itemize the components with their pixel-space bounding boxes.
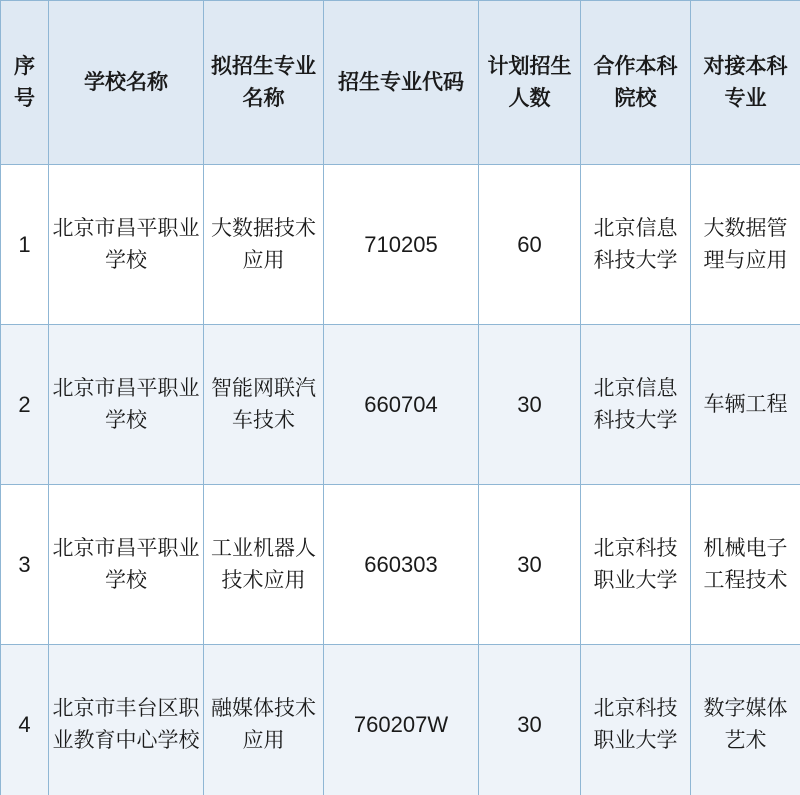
cell-index: 3 (1, 485, 49, 645)
column-header-partner-university: 合作本科院校 (581, 1, 691, 165)
cell-school: 北京市昌平职业学校 (49, 325, 204, 485)
table-header (1, 1, 800, 165)
table-row (1, 645, 800, 795)
table-row (1, 485, 800, 645)
cell-major-code: 660303 (324, 485, 479, 645)
cell-index: 2 (1, 325, 49, 485)
cell-major-code: 760207W (324, 645, 479, 795)
column-header-linked-undergrad-major: 对接本科专业 (691, 1, 800, 165)
column-header-major-code: 招生专业代码 (324, 1, 479, 165)
cell-major: 融媒体技术应用 (204, 645, 324, 795)
cell-linked-undergrad-major: 数字媒体艺术 (691, 645, 800, 795)
cell-school: 北京市昌平职业学校 (49, 485, 204, 645)
cell-school: 北京市昌平职业学校 (49, 165, 204, 325)
column-header-major: 拟招生专业名称 (204, 1, 324, 165)
cell-plan-count: 30 (479, 485, 581, 645)
cell-linked-undergrad-major: 机械电子工程技术 (691, 485, 800, 645)
cell-index: 1 (1, 165, 49, 325)
cell-index: 4 (1, 645, 49, 795)
cell-plan-count: 30 (479, 645, 581, 795)
cell-major: 工业机器人技术应用 (204, 485, 324, 645)
cell-plan-count: 30 (479, 325, 581, 485)
cell-partner-university: 北京信息科技大学 (581, 165, 691, 325)
table-row (1, 165, 800, 325)
cell-major: 大数据技术应用 (204, 165, 324, 325)
cell-linked-undergrad-major: 大数据管理与应用 (691, 165, 800, 325)
column-header-school: 学校名称 (49, 1, 204, 165)
cell-partner-university: 北京科技职业大学 (581, 485, 691, 645)
column-header-plan-count: 计划招生人数 (479, 1, 581, 165)
cell-school: 北京市丰台区职业教育中心学校 (49, 645, 204, 795)
column-header-index: 序号 (1, 1, 49, 165)
cell-major: 智能网联汽车技术 (204, 325, 324, 485)
cell-partner-university: 北京信息科技大学 (581, 325, 691, 485)
cell-linked-undergrad-major: 车辆工程 (691, 325, 800, 485)
cell-major-code: 660704 (324, 325, 479, 485)
cell-major-code: 710205 (324, 165, 479, 325)
cell-partner-university: 北京科技职业大学 (581, 645, 691, 795)
table-row (1, 325, 800, 485)
table-body (1, 165, 800, 795)
header-row (1, 1, 800, 165)
cell-plan-count: 60 (479, 165, 581, 325)
